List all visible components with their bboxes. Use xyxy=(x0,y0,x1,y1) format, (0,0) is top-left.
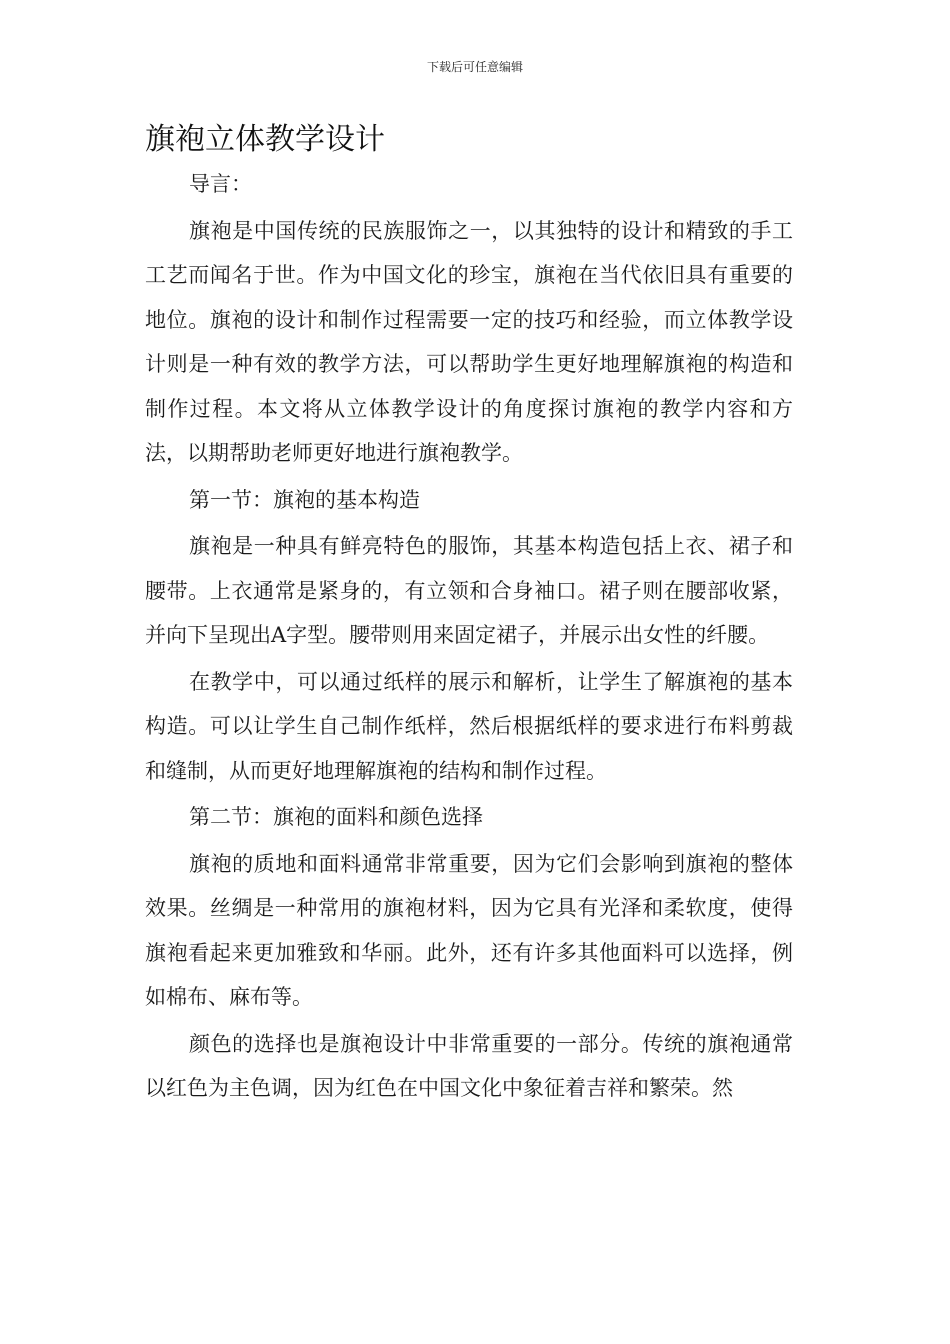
section-1-paragraph-2: 在教学中，可以通过纸样的展示和解析，让学生了解旗袍的基本构造。可以让学生自己制作纸样，然后根据纸样的要求进行布料剪裁和缝制，从而更好地理解旗袍的结构和制作过程。 xyxy=(145,669,793,783)
section-2-paragraph-2: 颜色的选择也是旗袍设计中非常重要的一部分。传统的旗袍通常以红色为主色调，因为红色在中国文化中象征着吉祥和繁荣。然 xyxy=(145,1031,793,1100)
section-2-heading: 第二节：旗袍的面料和颜色选择 xyxy=(189,805,483,829)
document-body xyxy=(145,162,793,1113)
header-note: 下载后可任意编辑 xyxy=(426,60,523,74)
section-1-paragraph-1: 旗袍是一种具有鲜亮特色的服饰，其基本构造包括上衣、裙子和腰带。上衣通常是紧身的，有立领和合身袖口。裙子则在腰部收紧，并向下呈现出A字型。腰带则用来固定裙子，并展示出女性的纤腰。 xyxy=(145,534,793,647)
document-title: 旗袍立体教学设计 xyxy=(145,122,385,157)
section-1-heading: 第一节：旗袍的基本构造 xyxy=(189,487,420,512)
intro-label: 导言： xyxy=(189,172,252,196)
intro-paragraph: 旗袍是中国传统的民族服饰之一，以其独特的设计和精致的手工工艺而闻名于世。作为中国文化的珍宝，旗袍在当代依旧具有重要的地位。旗袍的设计和制作过程需要一定的技巧和经验，而立体教学设计则是一种有效的教学方法，可以帮助学生更好地理解旗袍的构造和制作过程。本文将从立体教学设计的角度探讨旗袍的教学内容和方法，以期帮助老师更好地进行旗袍教学。 xyxy=(145,218,793,465)
section-2-paragraph-1: 旗袍的质地和面料通常非常重要，因为它们会影响到旗袍的整体效果。丝绸是一种常用的旗袍材料，因为它具有光泽和柔软度，使得旗袍看起来更加雅致和华丽。此外，还有许多其他面料可以选择，例如棉布、麻布等。 xyxy=(145,851,793,1009)
